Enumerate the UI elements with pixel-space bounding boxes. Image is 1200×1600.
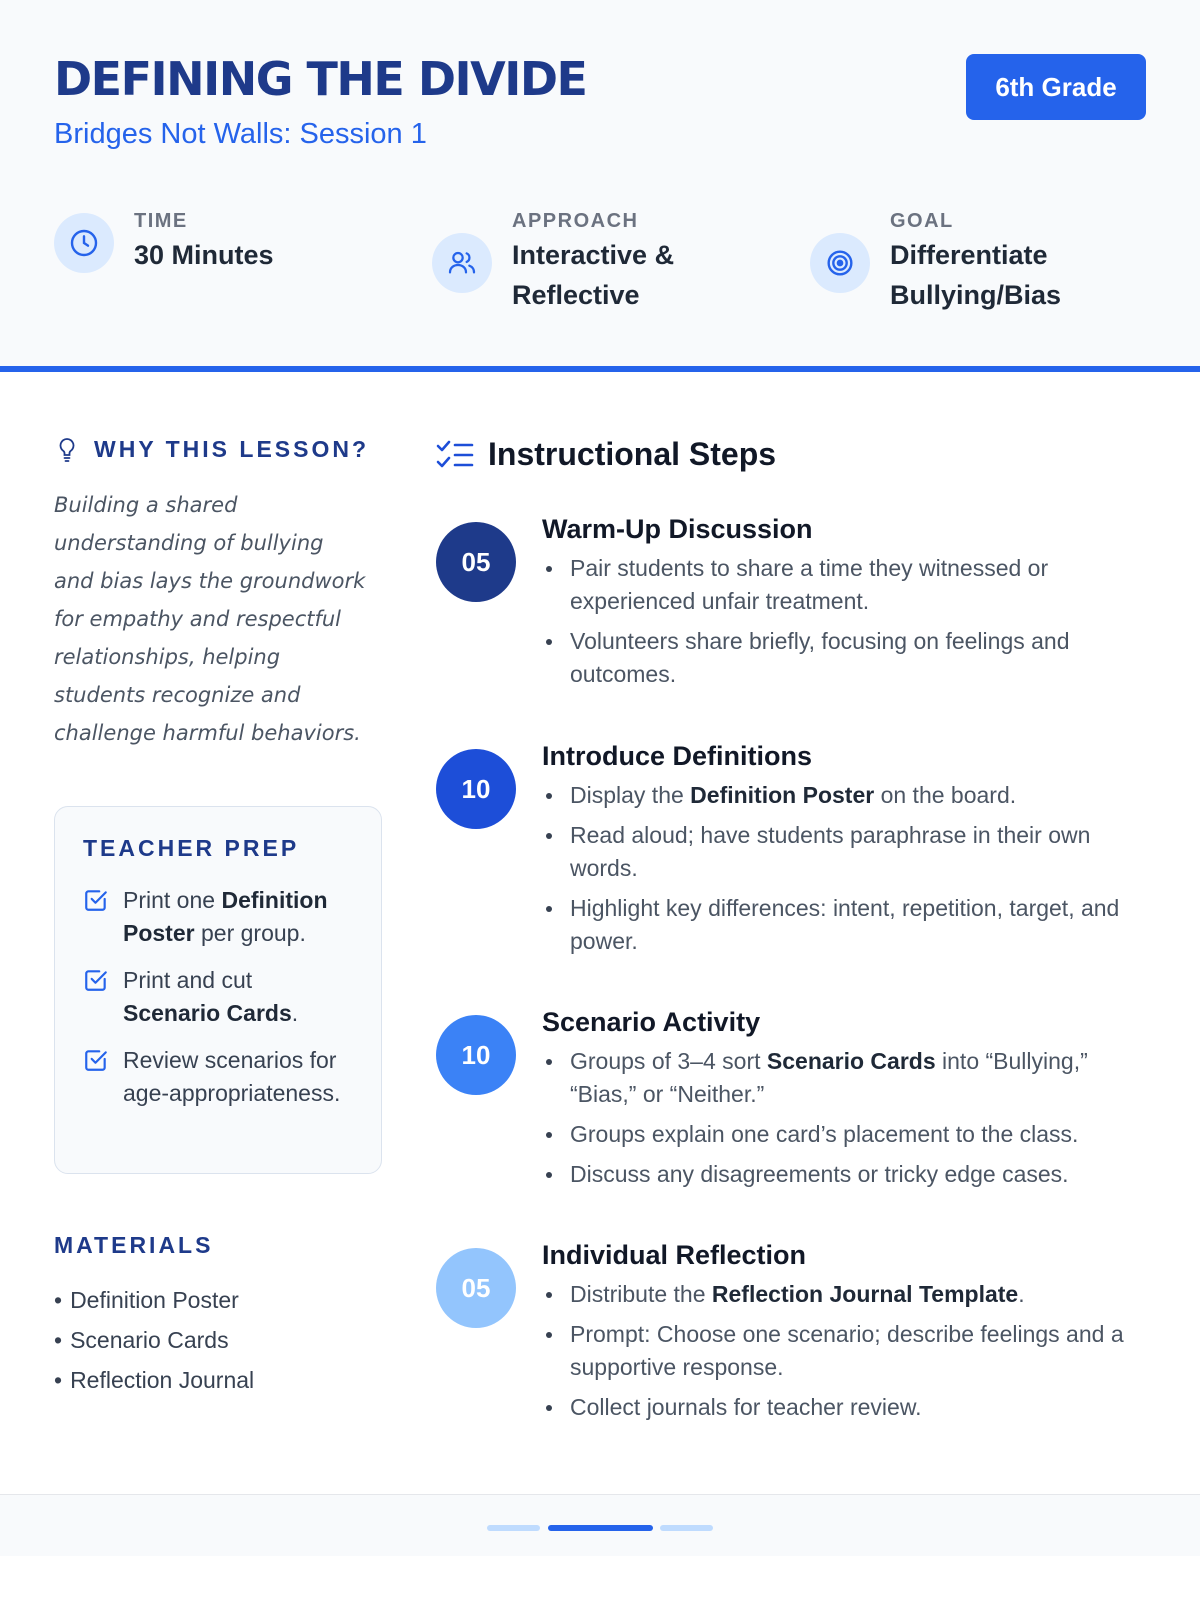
step-bullet: Discuss any disagreements or tricky edge cases. — [542, 1158, 1142, 1191]
meta-value — [890, 235, 1061, 315]
prep-item-text: Review scenarios for age-appropriateness. — [123, 1047, 341, 1106]
material-item: • Definition Poster — [54, 1280, 254, 1320]
meta-value-line: Bullying/Bias — [890, 280, 1062, 310]
materials-title: MATERIALS — [54, 1232, 214, 1258]
why-line: students recognize and — [54, 683, 301, 707]
target-icon — [810, 233, 870, 293]
materials-list — [54, 1280, 254, 1400]
step-bullet: Collect journals for teacher review. — [542, 1391, 1142, 1424]
meta-label: GOAL — [890, 210, 954, 232]
page-subtitle: Bridges Not Walls: Session 1 — [54, 118, 427, 150]
step-bullet: Volunteers share briefly, focusing on feelings and outcomes. — [542, 625, 1142, 691]
bullet-text-part: Distribute the — [570, 1281, 712, 1307]
meta-label: APPROACH — [512, 210, 639, 232]
why-heading — [56, 436, 369, 463]
meta-time — [54, 210, 274, 275]
step-bullet: Highlight key differences: intent, repetition, target, and power. — [542, 892, 1142, 958]
steps-heading — [436, 436, 776, 473]
step-minutes-badge: 10 — [436, 1015, 516, 1095]
step-title: Scenario Activity — [542, 1007, 761, 1037]
pager-dot-active[interactable] — [548, 1525, 653, 1531]
meta-value — [512, 235, 674, 315]
page-title: DEFINING THE DIVIDE — [54, 52, 587, 106]
step-bullet — [542, 1278, 1142, 1311]
step-bullets — [542, 779, 1142, 965]
checkbox-checked-icon[interactable] — [83, 967, 109, 993]
checkbox-checked-icon[interactable] — [83, 1047, 109, 1073]
meta-goal — [810, 210, 1061, 315]
steps-title: Instructional Steps — [488, 436, 777, 472]
step-bullet — [542, 779, 1142, 812]
meta-value-line: Differentiate — [890, 240, 1048, 270]
grade-badge[interactable]: 6th Grade — [966, 54, 1146, 120]
step-minutes-badge: 10 — [436, 749, 516, 829]
why-line: challenge harmful behaviors. — [54, 721, 361, 745]
teacher-prep-title: TEACHER PREP — [83, 835, 300, 861]
bullet-text-part: Groups of 3–4 sort — [570, 1048, 767, 1074]
lesson-header — [0, 0, 1200, 372]
meta-approach — [432, 210, 674, 315]
step-bullets — [542, 1278, 1142, 1431]
why-body — [54, 486, 394, 752]
clock-icon — [54, 213, 114, 273]
step-bullet — [542, 1045, 1142, 1111]
prep-item — [83, 964, 355, 1030]
prep-item-text — [123, 884, 355, 950]
prep-text-part: Print one — [123, 887, 222, 913]
prep-item — [83, 1044, 355, 1110]
step-title: Warm-Up Discussion — [542, 514, 813, 544]
teacher-prep-card — [54, 806, 382, 1174]
users-icon — [432, 233, 492, 293]
checklist-icon — [436, 438, 474, 472]
meta-label: TIME — [134, 210, 188, 232]
prep-text-bold: Definition Poster — [123, 887, 328, 946]
bullet-text-part: on the board. — [874, 782, 1017, 808]
step-bullets — [542, 1045, 1142, 1198]
step-minutes-badge: 05 — [436, 1248, 516, 1328]
bullet-text-part: Display the — [570, 782, 691, 808]
page-footer — [0, 1494, 1200, 1556]
bullet-text-bold: Reflection Journal Template — [711, 1281, 1019, 1307]
material-item: • Reflection Journal — [54, 1360, 254, 1400]
meta-value: 30 Minutes — [134, 240, 274, 270]
step-title: Introduce Definitions — [542, 741, 812, 771]
why-title: WHY THIS LESSON? — [94, 436, 370, 462]
pager-dot[interactable] — [487, 1525, 540, 1531]
step-bullets — [542, 552, 1142, 698]
bullet-text-part: . — [1018, 1281, 1025, 1307]
lightbulb-icon — [56, 437, 78, 463]
prep-text-part: . — [291, 1000, 299, 1026]
material-item: • Scenario Cards — [54, 1320, 254, 1360]
why-line: relationships, helping — [54, 645, 281, 669]
why-line: Building a shared — [54, 493, 238, 517]
pager-dot[interactable] — [660, 1525, 713, 1531]
meta-value-line: Reflective — [512, 280, 640, 310]
step-bullet: Pair students to share a time they witnessed or experienced unfair treatment. — [542, 552, 1142, 618]
why-line: for empathy and respectful — [54, 607, 342, 631]
why-line: understanding of bullying — [54, 531, 324, 555]
meta-value-line: Interactive & — [512, 240, 675, 270]
step-bullet: Groups explain one card’s placement to the class. — [542, 1118, 1142, 1151]
bullet-text-bold: Definition Poster — [690, 782, 875, 808]
step-minutes-badge: 05 — [436, 522, 516, 602]
prep-text-bold: Scenario Cards — [123, 1000, 292, 1026]
prep-item-text — [123, 964, 298, 1030]
prep-text-part: per group. — [194, 920, 306, 946]
checkbox-checked-icon[interactable] — [83, 887, 109, 913]
step-bullet: Read aloud; have students paraphrase in their own words. — [542, 819, 1142, 885]
step-title: Individual Reflection — [542, 1240, 807, 1270]
bullet-text-bold: Scenario Cards — [766, 1048, 936, 1074]
bullet-text-part: into “Bullying,” “Bias,” or “Neither.” — [570, 1048, 1088, 1107]
prep-text-part: Print and cut — [123, 967, 253, 993]
why-line: and bias lays the groundwork — [54, 569, 366, 593]
step-bullet: Prompt: Choose one scenario; describe feelings and a supportive response. — [542, 1318, 1142, 1384]
prep-item — [83, 884, 355, 950]
